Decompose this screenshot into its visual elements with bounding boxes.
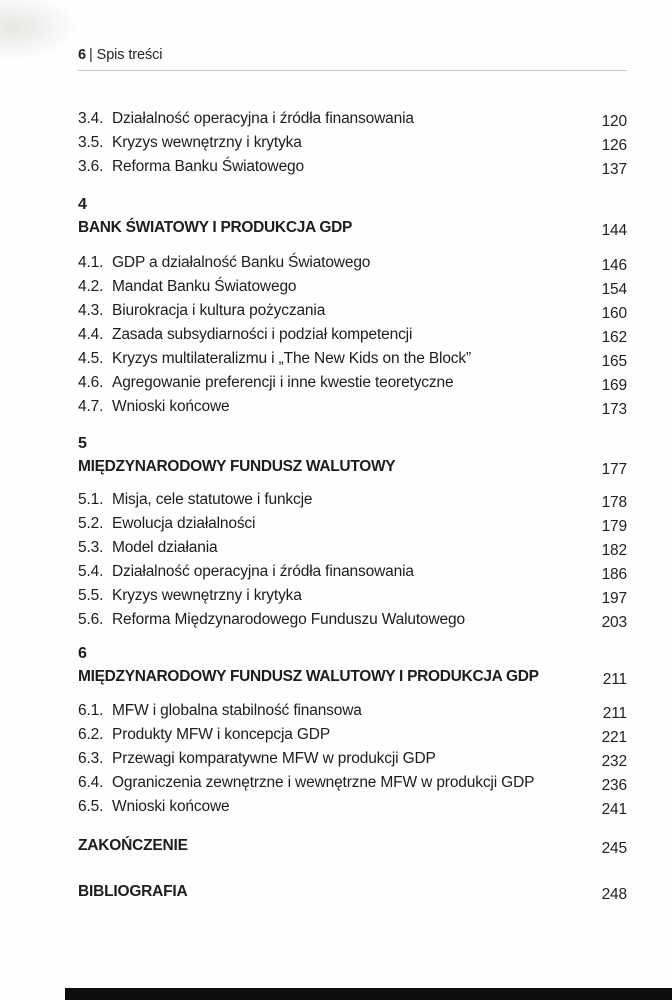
entry-page: 165 (601, 353, 627, 370)
entry-number: 5.2. (78, 515, 104, 532)
scan-shadow-artifact (0, 0, 78, 60)
entry-number: 6.1. (78, 702, 104, 719)
header-section-title: Spis treści (96, 47, 163, 63)
toc-entry (78, 699, 627, 723)
entry-page: 179 (601, 518, 627, 535)
entry-title: MFW i globalna stabilność finansowa (112, 702, 362, 719)
toc-entry (78, 747, 627, 771)
entry-title: Działalność operacyjna i źródła finansowania (112, 110, 414, 127)
chapter-title-row (78, 216, 627, 240)
toc-entry (78, 560, 627, 584)
toc-entry (78, 107, 627, 131)
chapter-5-heading (78, 433, 627, 479)
toc-entry (78, 771, 627, 795)
entry-page: 203 (601, 614, 627, 631)
chapter-title-row (78, 455, 627, 479)
entry-number: 5.1. (78, 491, 104, 508)
entry-title: Model działania (112, 539, 218, 556)
entry-title: Mandat Banku Światowego (112, 278, 297, 295)
entry-page: 160 (601, 305, 627, 322)
chapter-number: 6 (78, 645, 87, 662)
chapter-title-row (78, 665, 627, 689)
toc-group-3 (78, 107, 627, 179)
entry-number: 5.5. (78, 587, 104, 604)
toc-entry (78, 299, 627, 323)
toc-entry (78, 347, 627, 371)
toc-entry (78, 536, 627, 560)
closing-title: ZAKOŃCZENIE (78, 837, 188, 854)
chapter-number: 4 (78, 196, 87, 213)
entry-title: GDP a działalność Banku Światowego (112, 254, 371, 271)
entry-page: 120 (601, 113, 627, 130)
entry-page: 137 (601, 161, 627, 178)
entry-page: 186 (601, 566, 627, 583)
chapter-5-entries (78, 488, 627, 632)
toc-entry (78, 371, 627, 395)
entry-title: Ograniczenia zewnętrzne i wewnętrzne MFW w produkcji GDP (112, 774, 535, 791)
entry-page: 197 (601, 590, 627, 607)
toc-entry (78, 323, 627, 347)
toc-entry (78, 723, 627, 747)
entry-title: Misja, cele statutowe i funkcje (112, 491, 313, 508)
entry-title: Ewolucja działalności (112, 515, 256, 532)
entry-title: Kryzys wewnętrzny i krytyka (112, 587, 302, 604)
entry-title: Produkty MFW i koncepcja GDP (112, 726, 331, 743)
toc-entry (78, 488, 627, 512)
header-divider: | (88, 47, 93, 63)
entry-page: 126 (601, 137, 627, 154)
chapter-page: 144 (601, 222, 627, 239)
entry-title: Reforma Banku Światowego (112, 158, 304, 175)
entry-number: 6.3. (78, 750, 104, 767)
bibliography-page: 248 (601, 886, 627, 903)
chapter-title: BANK ŚWIATOWY I PRODUKCJA GDP (78, 219, 353, 236)
toc-entry (78, 795, 627, 819)
chapter-title: MIĘDZYNARODOWY FUNDUSZ WALUTOWY I PRODUKCJA GDP (78, 668, 539, 685)
toc-entry (78, 584, 627, 608)
entry-number: 4.4. (78, 326, 104, 343)
entry-title: Kryzys multilateralizmu i „The New Kids on the Block” (112, 350, 471, 367)
toc-entry (78, 275, 627, 299)
entry-title: Wnioski końcowe (112, 398, 230, 415)
entry-number: 4.6. (78, 374, 104, 391)
entry-number: 4.1. (78, 254, 104, 271)
toc-entry (78, 131, 627, 155)
entry-number: 3.4. (78, 110, 104, 127)
entry-title: Działalność operacyjna i źródła finansowania (112, 563, 414, 580)
entry-page: 236 (601, 777, 627, 794)
chapter-page: 177 (601, 461, 627, 478)
chapter-page: 211 (602, 671, 627, 688)
entry-page: 178 (601, 494, 627, 511)
entry-title: Wnioski końcowe (112, 798, 230, 815)
chapter-4-heading (78, 194, 627, 240)
toc-entry (78, 155, 627, 179)
toc-entry (78, 395, 627, 419)
entry-number: 5.4. (78, 563, 104, 580)
entry-number: 4.5. (78, 350, 104, 367)
chapter-4-entries (78, 251, 627, 419)
page-header (78, 47, 627, 71)
entry-title: Biurokracja i kultura pożyczania (112, 302, 326, 319)
entry-number: 3.5. (78, 134, 104, 151)
entry-title: Kryzys wewnętrzny i krytyka (112, 134, 302, 151)
closing-entry (78, 834, 627, 858)
entry-page: 162 (601, 329, 627, 346)
closing-page: 245 (601, 840, 627, 857)
entry-page: 241 (601, 801, 627, 818)
chapter-number: 5 (78, 435, 87, 452)
toc-list (78, 107, 627, 904)
toc-entry (78, 512, 627, 536)
entry-number: 3.6. (78, 158, 104, 175)
bibliography-entry (78, 880, 627, 904)
entry-page: 211 (602, 705, 627, 722)
bibliography-title: BIBLIOGRAFIA (78, 883, 188, 900)
entry-title: Reforma Międzynarodowego Funduszu Walutowego (112, 611, 465, 628)
entry-page: 146 (601, 257, 627, 274)
entry-page: 154 (601, 281, 627, 298)
entry-number: 4.7. (78, 398, 104, 415)
scan-edge-artifact (65, 988, 672, 1000)
toc-entry (78, 251, 627, 275)
chapter-6-heading (78, 643, 627, 689)
entry-page: 182 (601, 542, 627, 559)
entry-page: 232 (601, 753, 627, 770)
entry-number: 6.5. (78, 798, 104, 815)
entry-number: 5.3. (78, 539, 104, 556)
entry-number: 4.2. (78, 278, 104, 295)
entry-page: 169 (601, 377, 627, 394)
entry-page: 221 (601, 729, 627, 746)
entry-title: Przewagi komparatywne MFW w produkcji GDP (112, 750, 436, 767)
entry-page: 173 (601, 401, 627, 418)
entry-number: 5.6. (78, 611, 104, 628)
chapter-title: MIĘDZYNARODOWY FUNDUSZ WALUTOWY (78, 458, 396, 475)
entry-title: Zasada subsydiarności i podział kompetencji (112, 326, 413, 343)
header-page-number: 6 (78, 47, 86, 63)
entry-number: 4.3. (78, 302, 104, 319)
entry-number: 6.4. (78, 774, 104, 791)
entry-number: 6.2. (78, 726, 104, 743)
chapter-6-entries (78, 699, 627, 819)
toc-entry (78, 608, 627, 632)
entry-title: Agregowanie preferencji i inne kwestie teoretyczne (112, 374, 454, 391)
